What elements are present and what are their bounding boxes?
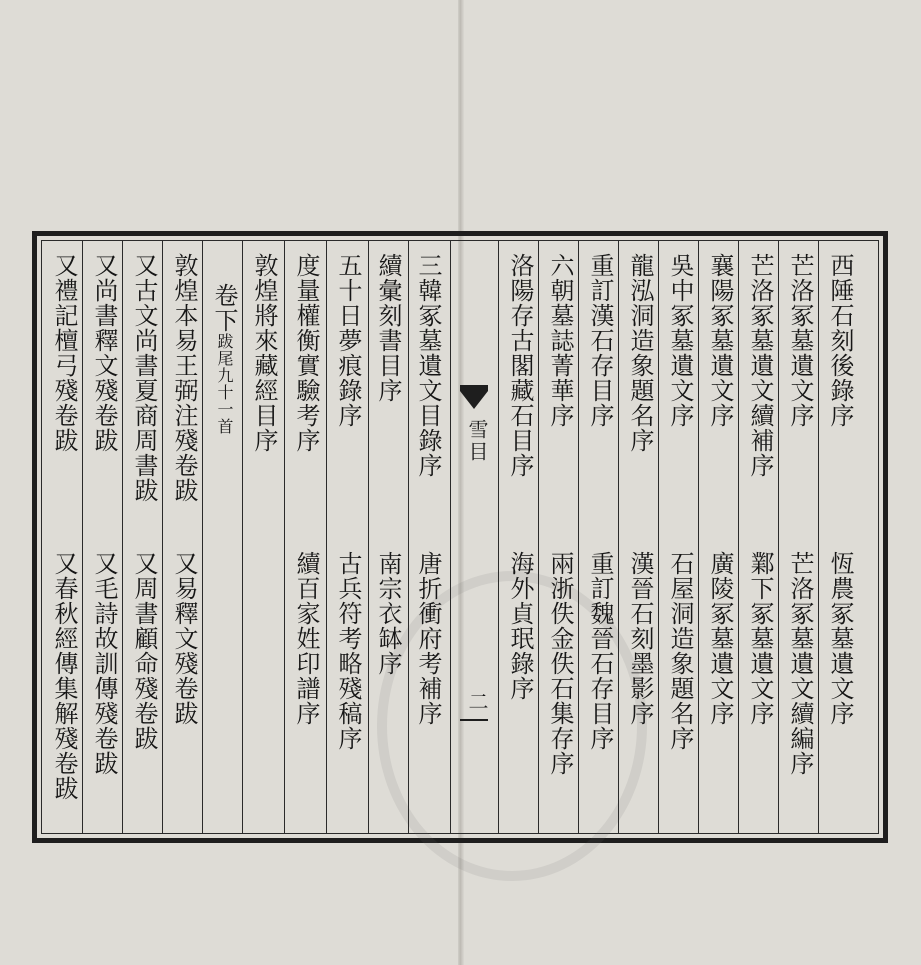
toc-column xyxy=(822,249,858,839)
toc-column xyxy=(782,249,818,839)
toc-column xyxy=(370,249,406,839)
lower-rule-mark xyxy=(460,719,488,721)
toc-entry: 又尚書釋文殘卷跋 xyxy=(90,253,118,453)
toc-entry: 又禮記檀弓殘卷跋 xyxy=(50,253,78,453)
page-number: 二 xyxy=(465,691,489,711)
toc-entry: 南宗衣缽序 xyxy=(374,551,402,676)
toc-entry: 又周書顧命殘卷跋 xyxy=(130,551,158,751)
toc-entry: 吳中冢墓遺文序 xyxy=(666,253,694,428)
toc-entry: 西陲石刻後錄序 xyxy=(826,253,854,428)
toc-column xyxy=(166,249,202,839)
toc-entry: 芒洛冢墓遺文續編序 xyxy=(786,551,814,776)
volume-label: 卷下 xyxy=(210,283,238,333)
toc-column xyxy=(206,249,242,839)
toc-entry: 漢晉石刻墨影序 xyxy=(626,551,654,726)
toc-entry: 度量權衡實驗考序 xyxy=(292,253,320,453)
toc-entry: 芒洛冢墓遺文續補序 xyxy=(746,253,774,478)
toc-entry: 龍泓洞造象題名序 xyxy=(626,253,654,453)
toc-column xyxy=(662,249,698,839)
text-frame xyxy=(32,231,888,843)
toc-entry: 古兵符考略殘稿序 xyxy=(334,551,362,751)
toc-column xyxy=(246,249,282,839)
toc-column xyxy=(622,249,658,839)
center-band xyxy=(450,241,498,843)
toc-entry: 敦煌將來藏經目序 xyxy=(250,253,278,453)
toc-entry: 又春秋經傳集解殘卷跋 xyxy=(50,551,78,801)
toc-column xyxy=(126,249,162,839)
toc-entry: 敦煌本易王弼注殘卷跋 xyxy=(170,253,198,503)
toc-entry: 續彙刻書目序 xyxy=(374,253,402,403)
center-title: 雪目 xyxy=(465,419,489,463)
volume-note: 跋尾九十一首 xyxy=(215,333,234,435)
inner-frame xyxy=(41,240,879,834)
toc-entry: 兩浙佚金佚石集存序 xyxy=(546,551,574,776)
toc-entry: 洛陽存古閣藏石目序 xyxy=(506,253,534,478)
toc-entry: 重訂魏晉石存目序 xyxy=(586,551,614,751)
toc-column xyxy=(288,249,324,839)
toc-entry: 重訂漢石存目序 xyxy=(586,253,614,428)
toc-entry: 又毛詩故訓傳殘卷跋 xyxy=(90,551,118,776)
toc-entry: 唐折衝府考補序 xyxy=(414,551,442,726)
toc-entry: 襄陽冢墓遺文序 xyxy=(706,253,734,428)
toc-entry: 廣陵冢墓遺文序 xyxy=(706,551,734,726)
toc-column xyxy=(502,249,538,839)
toc-column xyxy=(330,249,366,839)
toc-entry: 六朝墓誌菁華序 xyxy=(546,253,574,428)
toc-entry: 恆農冢墓遺文序 xyxy=(826,551,854,726)
toc-column xyxy=(702,249,738,839)
toc-entry: 三韓冢墓遺文目錄序 xyxy=(414,253,442,478)
toc-column xyxy=(410,249,446,839)
toc-entry: 五十日夢痕錄序 xyxy=(334,253,362,428)
toc-entry: 石屋洞造象題名序 xyxy=(666,551,694,751)
fishtail-mark-tail xyxy=(460,391,488,409)
toc-column xyxy=(46,249,82,839)
toc-entry: 又易釋文殘卷跋 xyxy=(170,551,198,726)
toc-entry: 又古文尚書夏商周書跋 xyxy=(130,253,158,503)
toc-entry: 海外貞珉錄序 xyxy=(506,551,534,701)
toc-entry: 鄴下冢墓遺文序 xyxy=(746,551,774,726)
toc-column xyxy=(542,249,578,839)
toc-entry: 續百家姓印譜序 xyxy=(292,551,320,726)
toc-entry: 芒洛冢墓遺文序 xyxy=(786,253,814,428)
toc-column xyxy=(582,249,618,839)
toc-volume-heading xyxy=(206,283,242,435)
toc-column xyxy=(742,249,778,839)
toc-column xyxy=(86,249,122,839)
